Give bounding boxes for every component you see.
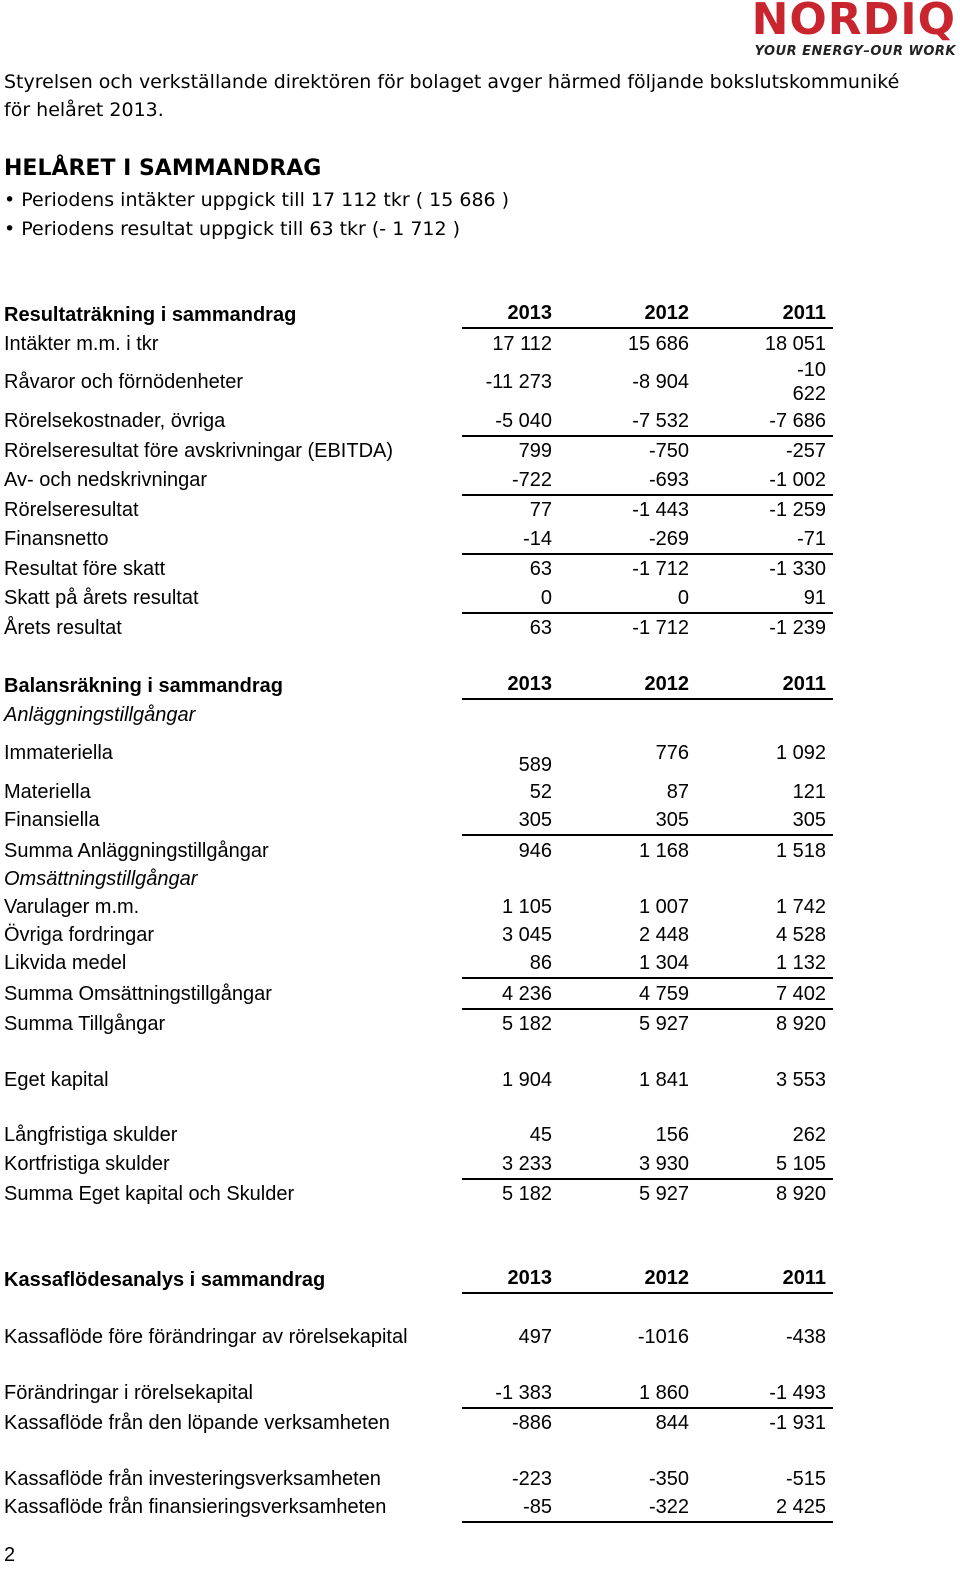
cashflow-row-label: Kassaflöde före förändringar av rörelsekapital: [4, 1326, 408, 1348]
cashflow-row-value: 497: [518, 1326, 552, 1348]
cashflow-row-label: Förändringar i rörelsekapital: [4, 1382, 254, 1404]
balance-row-value: 3 553: [775, 1069, 826, 1091]
balance-row-value: 8 920: [775, 1013, 826, 1035]
balance-row-value: 87: [666, 781, 689, 803]
income-rule: [462, 494, 833, 496]
income-row-value: -7 686: [769, 410, 826, 432]
balance-section-current: Omsättningstillgångar: [4, 868, 198, 890]
income-row-value: 63: [529, 617, 552, 639]
balance-row-label: Summa Eget kapital och Skulder: [4, 1183, 295, 1205]
balance-row-value: 5 927: [638, 1013, 689, 1035]
cashflow-year-2012: 2012: [644, 1267, 689, 1289]
balance-row-value: 7 402: [775, 983, 826, 1005]
balance-year-2013: 2013: [507, 673, 552, 695]
cashflow-year-2013: 2013: [507, 1267, 552, 1289]
balance-year-2012: 2012: [644, 673, 689, 695]
balance-row-label: Summa Omsättningstillgångar: [4, 983, 272, 1005]
income-row-value: 0: [540, 587, 552, 609]
balance-row-value: 262: [792, 1124, 826, 1146]
income-row-value: -1 712: [632, 617, 689, 639]
balance-row-label: Långfristiga skulder: [4, 1124, 178, 1146]
balance-section-fixed: Anläggningstillgångar: [4, 704, 196, 726]
cashflow-row-label: Kassaflöde från investeringsverksamheten: [4, 1468, 381, 1490]
summary-bullet-revenue: • Periodens intäkter uppgick till 17 112 tkr ( 15 686 ): [4, 189, 510, 211]
income-header-rule: [462, 327, 833, 329]
balance-row-label: Eget kapital: [4, 1069, 109, 1091]
income-row-value: -14: [523, 528, 552, 550]
summary-heading: HELÅRET I SAMMANDRAG: [4, 156, 322, 181]
cashflow-row-value: 844: [655, 1412, 689, 1434]
balance-row-value: 1 132: [775, 952, 826, 974]
income-row-value: 77: [529, 499, 552, 521]
income-row-label: Rörelsekostnader, övriga: [4, 410, 226, 432]
cashflow-row-value: 2 425: [775, 1496, 826, 1518]
income-row-label: Råvaror och förnödenheter: [4, 371, 244, 393]
income-row-value: -1 712: [632, 558, 689, 580]
cashflow-title: Kassaflödesanalys i sammandrag: [4, 1269, 326, 1291]
balance-row-value: 5 927: [638, 1183, 689, 1205]
balance-row-value: 45: [529, 1124, 552, 1146]
income-row-value: -8 904: [632, 371, 689, 393]
income-row-label: Rörelseresultat före avskrivningar (EBITDA): [4, 440, 394, 462]
balance-row-label: Materiella: [4, 781, 91, 803]
balance-header-rule: [462, 698, 833, 700]
income-row-value: -7 532: [632, 410, 689, 432]
cashflow-row-value: 1 860: [638, 1382, 689, 1404]
balance-row-value: 305: [655, 809, 689, 831]
balance-row-value: 5 105: [775, 1153, 826, 1175]
income-row-label: Årets resultat: [4, 617, 122, 639]
balance-row-value: 1 304: [638, 952, 689, 974]
cashflow-row-value: -223: [511, 1468, 552, 1490]
cashflow-rule: [462, 1521, 833, 1523]
income-year-2013: 2013: [507, 302, 552, 324]
income-row-value: -1 259: [769, 499, 826, 521]
balance-row-value: 121: [792, 781, 826, 803]
balance-row-value: 1 518: [775, 840, 826, 862]
balance-row-value: 4 759: [638, 983, 689, 1005]
cashflow-row-value: -1 383: [495, 1382, 552, 1404]
cashflow-row-value: -350: [648, 1468, 689, 1490]
income-row-value: -1 443: [632, 499, 689, 521]
balance-row-value: 1 092: [775, 742, 826, 764]
balance-row-label: Kortfristiga skulder: [4, 1153, 170, 1175]
balance-row-value: 52: [529, 781, 552, 803]
cashflow-header-rule: [462, 1292, 833, 1294]
balance-year-2011: 2011: [782, 673, 826, 695]
income-rule: [462, 612, 833, 614]
income-row-value-wrap: 622: [792, 383, 826, 405]
income-row-value: 63: [529, 558, 552, 580]
income-row-value: -5 040: [495, 410, 552, 432]
balance-row-value: 1 007: [638, 896, 689, 918]
balance-row-value: 589: [518, 754, 552, 776]
income-row-value: -750: [648, 440, 689, 462]
balance-row-value: 1 904: [501, 1069, 552, 1091]
income-row-label: Resultat före skatt: [4, 558, 166, 580]
income-row-label: Finansnetto: [4, 528, 109, 550]
balance-row-value: 305: [518, 809, 552, 831]
balance-row-value: 1 841: [638, 1069, 689, 1091]
cashflow-row-label: Kassaflöde från den löpande verksamheten: [4, 1412, 390, 1434]
income-row-label: Intäkter m.m. i tkr: [4, 333, 159, 355]
balance-row-value: 156: [655, 1124, 689, 1146]
balance-row-value: 3 233: [501, 1153, 552, 1175]
cashflow-row-value: -85: [523, 1496, 552, 1518]
income-row-value: 15 686: [627, 333, 689, 355]
balance-row-value: 776: [655, 742, 689, 764]
income-row-label: Av- och nedskrivningar: [4, 469, 208, 491]
income-title: Resultaträkning i sammandrag: [4, 304, 297, 326]
income-rule: [462, 553, 833, 555]
balance-rule: [462, 834, 833, 836]
income-row-value: 799: [518, 440, 552, 462]
balance-row-label: Likvida medel: [4, 952, 127, 974]
balance-rule: [462, 1178, 833, 1180]
income-row-value: -693: [648, 469, 689, 491]
balance-row-label: Finansiella: [4, 809, 100, 831]
balance-row-label: Varulager m.m.: [4, 896, 140, 918]
intro-line-1: Styrelsen och verkställande direktören för bolaget avger härmed följande bokslutskommuniké: [4, 71, 900, 93]
income-row-value: -722: [511, 469, 552, 491]
income-row-label: Skatt på årets resultat: [4, 587, 199, 609]
cashflow-row-value: -515: [785, 1468, 826, 1490]
income-rule: [462, 435, 833, 437]
balance-row-value: 3 045: [501, 924, 552, 946]
cashflow-row-value: -438: [785, 1326, 826, 1348]
balance-row-value: 8 920: [775, 1183, 826, 1205]
balance-title: Balansräkning i sammandrag: [4, 675, 283, 697]
balance-row-value: 2 448: [638, 924, 689, 946]
cashflow-row-value: -1016: [637, 1326, 689, 1348]
cashflow-row-value: -1 493: [769, 1382, 826, 1404]
logo-tagline: YOUR ENERGY–OUR WORK: [754, 44, 956, 59]
income-row-value: -10: [797, 359, 826, 381]
income-year-2012: 2012: [644, 302, 689, 324]
balance-row-value: 5 182: [501, 1183, 552, 1205]
balance-row-value: 86: [529, 952, 552, 974]
income-row-value: -71: [797, 528, 826, 550]
cashflow-row-label: Kassaflöde från finansieringsverksamheten: [4, 1496, 387, 1518]
income-row-value: -11 273: [485, 371, 552, 393]
balance-row-label: Summa Anläggningstillgångar: [4, 840, 269, 862]
balance-row-value: 946: [518, 840, 552, 862]
page-number: 2: [4, 1544, 16, 1566]
balance-row-value: 4 236: [501, 983, 552, 1005]
income-row-value: -1 002: [769, 469, 826, 491]
balance-row-label: Summa Tillgångar: [4, 1013, 166, 1035]
cashflow-row-value: -1 931: [769, 1412, 826, 1434]
cashflow-year-2011: 2011: [782, 1267, 826, 1289]
income-row-value: 91: [803, 587, 826, 609]
cashflow-rule: [462, 1407, 833, 1409]
balance-row-label: Immateriella: [4, 742, 113, 764]
balance-row-value: 5 182: [501, 1013, 552, 1035]
balance-row-label: Övriga fordringar: [4, 924, 155, 946]
intro-line-2: för helåret 2013.: [4, 99, 164, 121]
income-row-value: 18 051: [764, 333, 826, 355]
balance-rule: [462, 1008, 833, 1010]
cashflow-row-value: -886: [511, 1412, 552, 1434]
balance-row-value: 305: [792, 809, 826, 831]
income-row-value: 0: [677, 587, 689, 609]
income-year-2011: 2011: [782, 302, 826, 324]
balance-rule: [462, 977, 833, 979]
balance-row-value: 4 528: [775, 924, 826, 946]
income-row-value: -1 330: [769, 558, 826, 580]
cashflow-row-value: -322: [648, 1496, 689, 1518]
income-row-value: -269: [648, 528, 689, 550]
income-row-value: -1 239: [769, 617, 826, 639]
income-row-value: 17 112: [492, 333, 552, 355]
balance-row-value: 1 105: [501, 896, 552, 918]
balance-row-value: 1 168: [638, 840, 689, 862]
nordiq-logo: NORDIQ: [751, 0, 956, 45]
summary-bullet-result: • Periodens resultat uppgick till 63 tkr (- 1 712 ): [4, 218, 461, 240]
income-row-label: Rörelseresultat: [4, 499, 139, 521]
balance-row-value: 1 742: [775, 896, 826, 918]
income-row-value: -257: [785, 440, 826, 462]
balance-row-value: 3 930: [638, 1153, 689, 1175]
